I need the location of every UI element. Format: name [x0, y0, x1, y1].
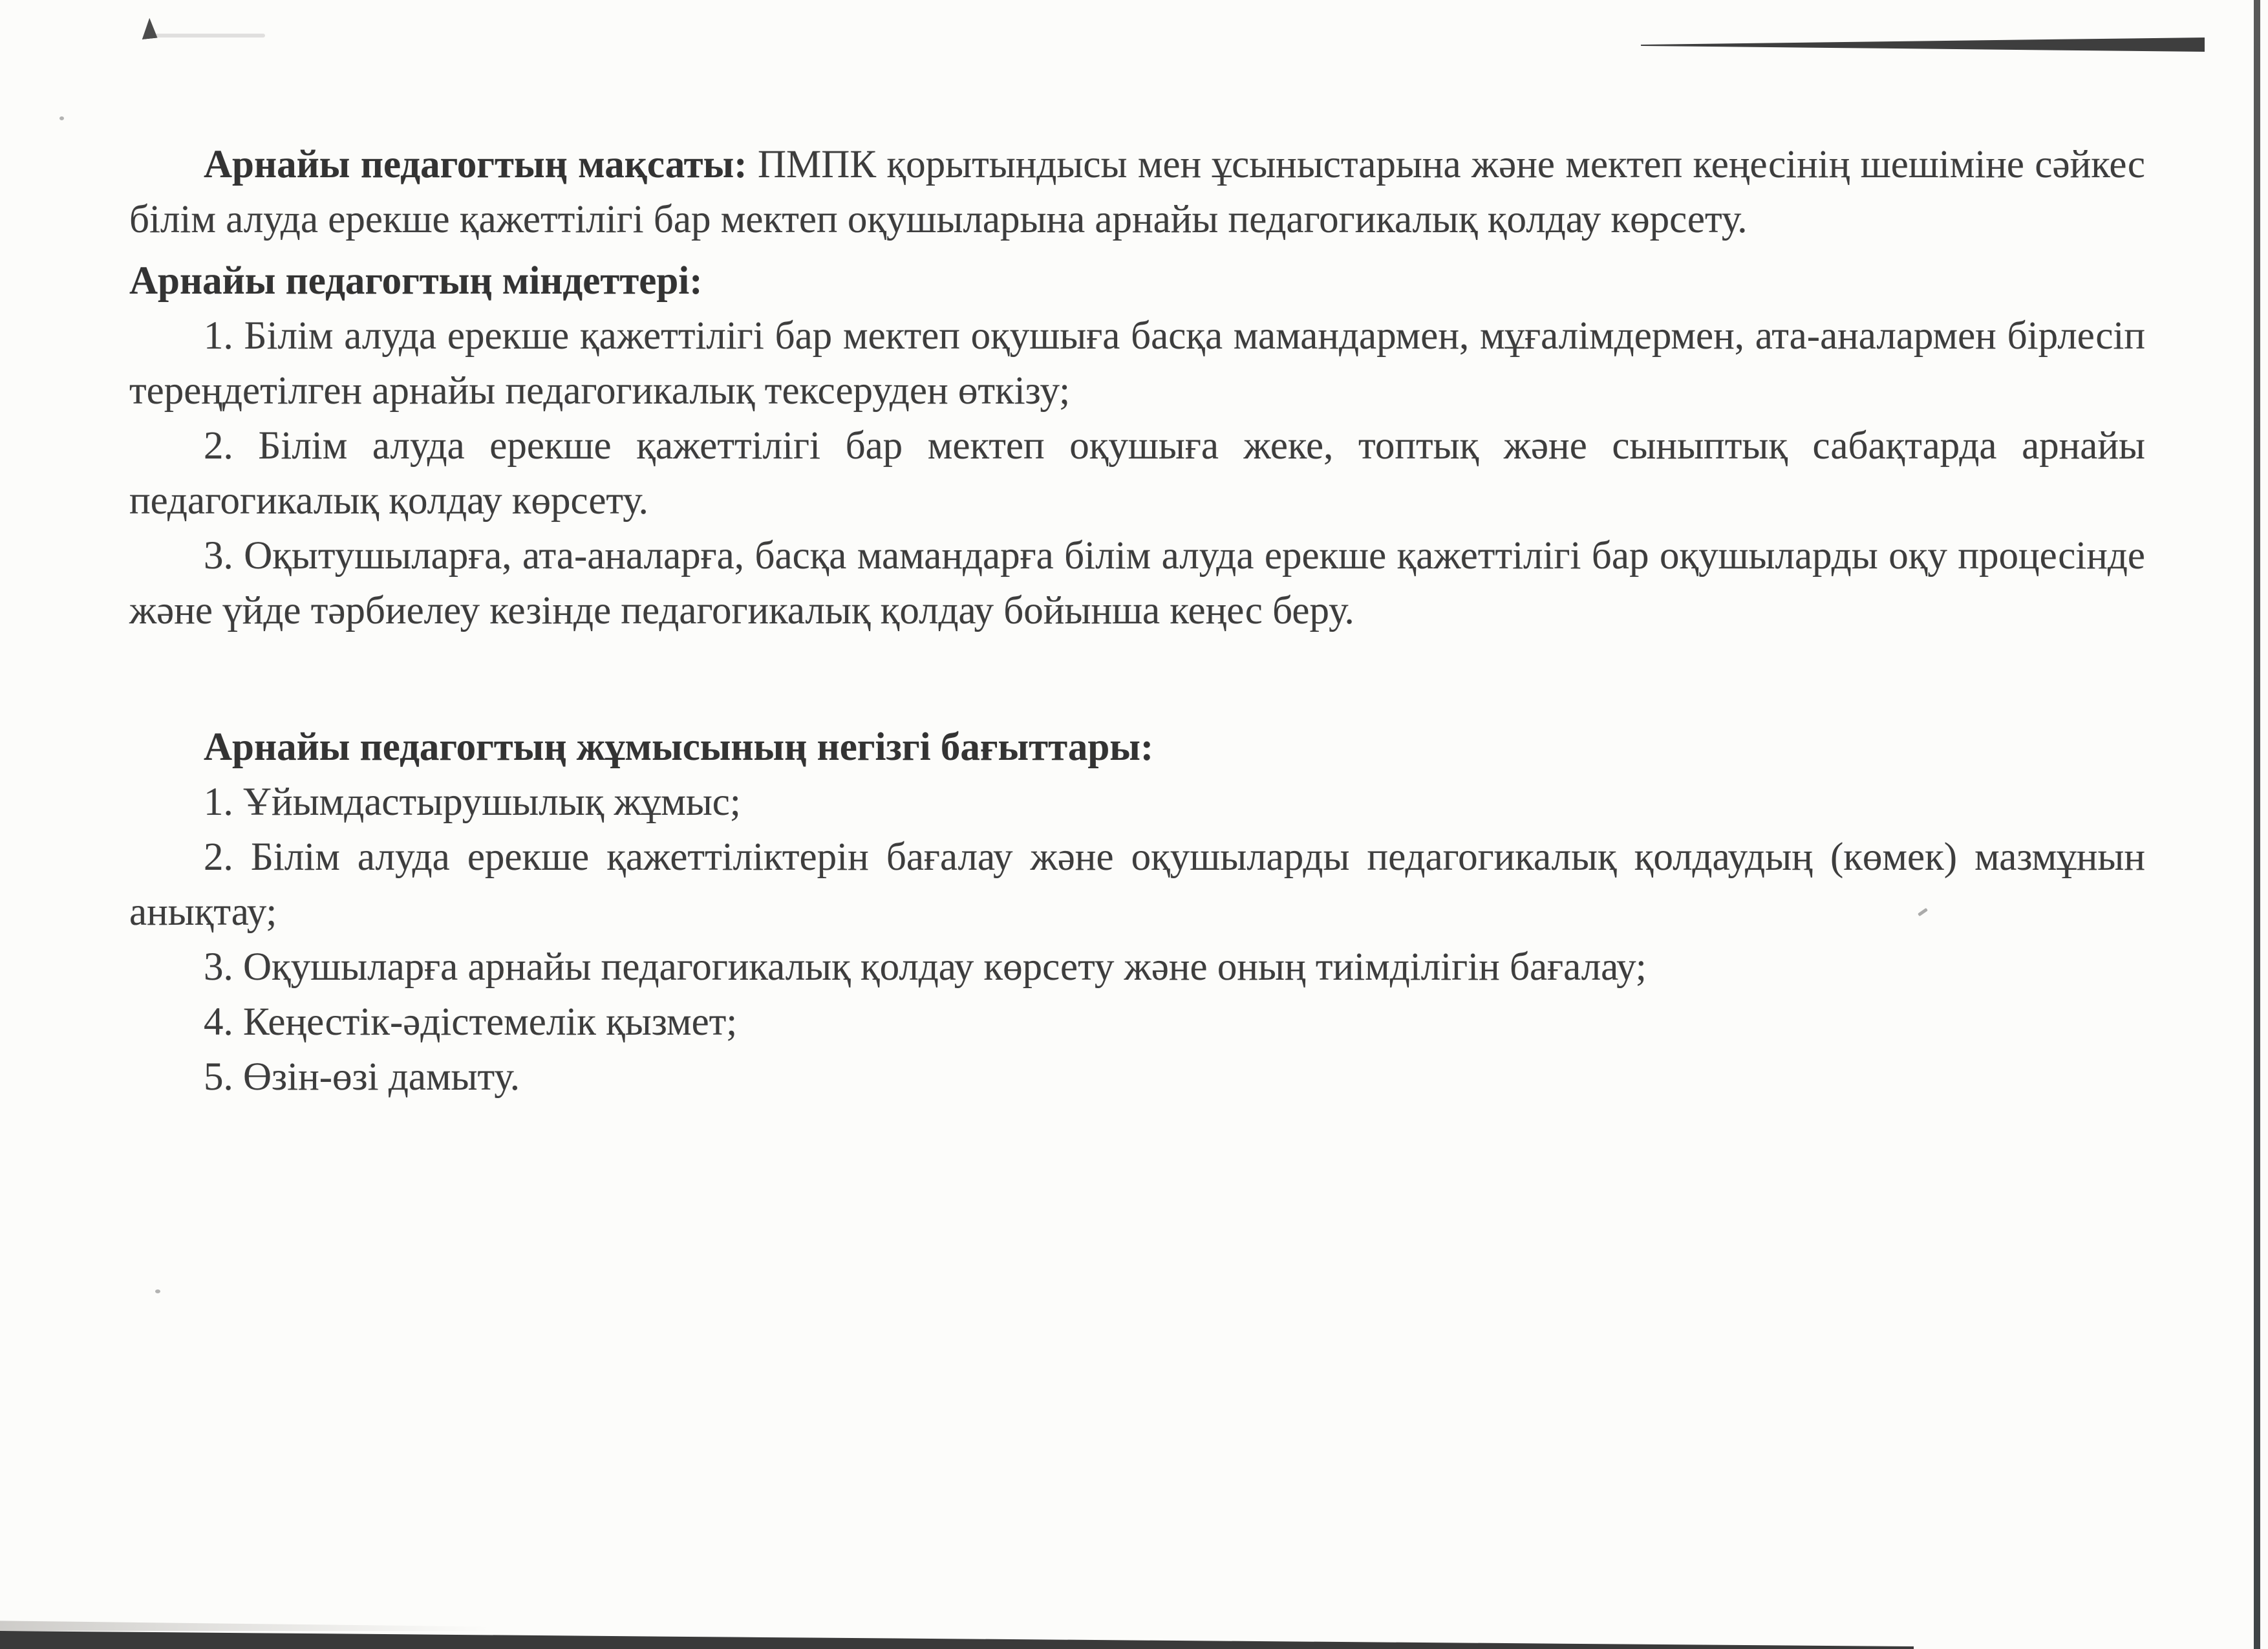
scan-band-bottom: [0, 1623, 1914, 1649]
directions-item-1: 1. Ұйымдастырушылық жұмыс;: [204, 781, 741, 824]
duties-item-3: 3. Оқытушыларға, ата-аналарға, басқа мамандарға білім алуда ерекше қажеттілігі бар оқушыларды оқу процесінде және үйде тәрбиелеу кезінде педагогикалық қолдау бойынша кеңес беру.: [129, 534, 2145, 632]
document-body: [129, 0, 2145, 1105]
directions-item-3: 3. Оқушыларға арнайы педагогикалық қолдау көрсету және оның тиімділігін бағалау;: [204, 945, 1647, 989]
duties-item-2: 2. Білім алуда ерекше қажеттілігі бар мектеп оқушыға жеке, топтық және сыныптық сабақтарда арнайы педагогикалық қолдау көрсету.: [129, 424, 2145, 523]
scan-edge-line-right: [2254, 0, 2260, 1649]
directions-heading: Арнайы педагогтың жұмысының негізгі бағыттары:: [204, 726, 1154, 769]
intro-paragraph: [129, 137, 2145, 247]
directions-item-2: 2. Білім алуда ерекше қажеттіліктерін бағалау және оқушыларды педагогикалық қолдаудың (көмек) мазмұнын анықтау;: [129, 835, 2145, 934]
intro-lead-bold: Арнайы педагогтың мақсаты:: [204, 143, 747, 186]
scan-shadow-bottom-left: [0, 1614, 491, 1631]
intro-text: ПМПК қорытындысы мен ұсыныстарына және мектеп кеңесінің шешіміне сәйкес білім алуда ерекше қажеттілігі бар мектеп оқушыларына арнайы педагогикалық қолдау көрсету.: [129, 143, 2146, 241]
directions-item-5: 5. Өзін-өзі дамыту.: [204, 1055, 520, 1099]
duties-item-1: 1. Білім алуда ерекше қажеттілігі бар мектеп оқушыға басқа мамандармен, мұғалімдермен, ата-аналармен бірлесіп тереңдетілген арнайы педагогикалық тексеруден өткізу;: [129, 314, 2145, 413]
dust-speck: [59, 116, 64, 120]
dust-speck: [155, 1289, 160, 1293]
duties-heading: Арнайы педагогтың міндеттері:: [129, 259, 703, 303]
directions-item-4: 4. Кеңестік-әдістемелік қызмет;: [204, 1000, 738, 1044]
